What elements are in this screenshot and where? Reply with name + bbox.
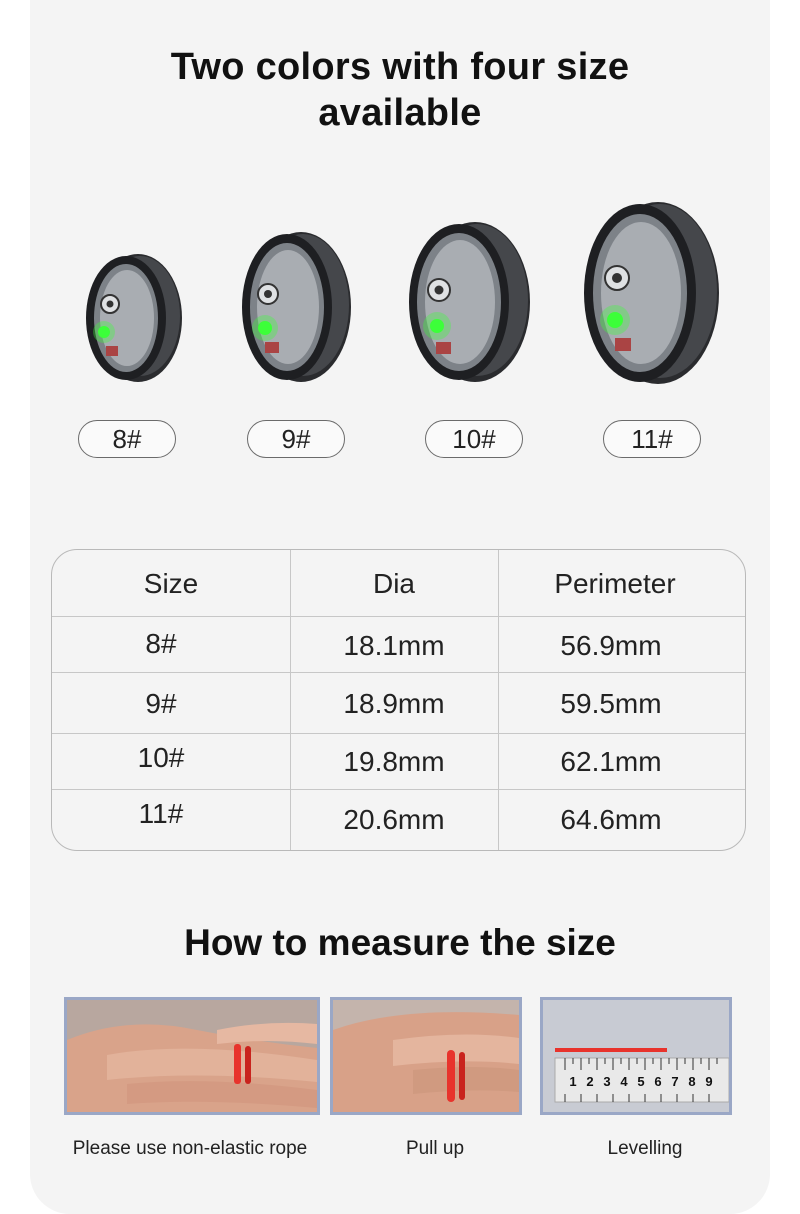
ring-size-10-image (402, 218, 532, 386)
ruler-number: 4 (620, 1074, 628, 1089)
hand-with-rope-illustration (67, 1000, 317, 1112)
ruler-number: 3 (603, 1074, 611, 1089)
table-cell: 62.1mm (560, 746, 662, 777)
measure-title: How to measure the size (184, 922, 616, 963)
table-cell: 19.8mm (343, 746, 445, 777)
table-cell: 56.9mm (560, 630, 662, 661)
table-cell: 11# (138, 798, 184, 829)
table-header-size: Size (143, 568, 199, 599)
table-cell: 18.1mm (343, 630, 445, 661)
step-rope-photo (64, 997, 320, 1115)
title-line-2: available (318, 92, 482, 134)
rope-line (555, 1048, 667, 1052)
title-line-1: Two colors with four size (170, 46, 630, 88)
caption-pull-up: Pull up (405, 1138, 465, 1159)
size-label-11: 11# (603, 420, 701, 458)
ruler-number: 2 (586, 1074, 594, 1089)
product-page (30, 0, 770, 1214)
caption-rope: Please use non-elastic rope (72, 1138, 308, 1159)
ring-size-8-image (80, 250, 184, 386)
size-table (51, 549, 746, 851)
ruler-number: 7 (671, 1074, 679, 1089)
ring-size-9-image (235, 228, 353, 386)
ruler-number: 9 (705, 1074, 713, 1089)
table-header-perimeter: Perimeter (554, 568, 676, 599)
table-cell: 8# (145, 628, 177, 659)
table-divider (52, 789, 746, 790)
caption-levelling: Levelling (607, 1138, 683, 1159)
ruler-illustration (543, 1000, 729, 1112)
ruler-number: 5 (637, 1074, 645, 1089)
step-pull-up-photo (330, 997, 522, 1115)
page-title (30, 44, 770, 136)
ring-size-11-image (577, 198, 721, 388)
hand-pull-up-illustration (333, 1000, 519, 1112)
step-levelling-photo (540, 997, 732, 1115)
size-label-9: 9# (247, 420, 345, 458)
table-divider (52, 672, 746, 673)
ruler-number: 8 (688, 1074, 696, 1089)
table-divider (52, 616, 746, 617)
table-divider (52, 733, 746, 734)
table-cell: 20.6mm (343, 804, 445, 835)
table-header-dia: Dia (372, 568, 415, 599)
size-label-8: 8# (78, 420, 176, 458)
table-cell: 18.9mm (343, 688, 445, 719)
table-cell: 10# (137, 742, 185, 773)
ruler-number: 1 (569, 1074, 577, 1089)
size-label-10: 10# (425, 420, 523, 458)
table-cell: 9# (145, 688, 177, 719)
table-cell: 64.6mm (560, 804, 662, 835)
table-cell: 59.5mm (560, 688, 662, 719)
ruler-number: 6 (654, 1074, 662, 1089)
